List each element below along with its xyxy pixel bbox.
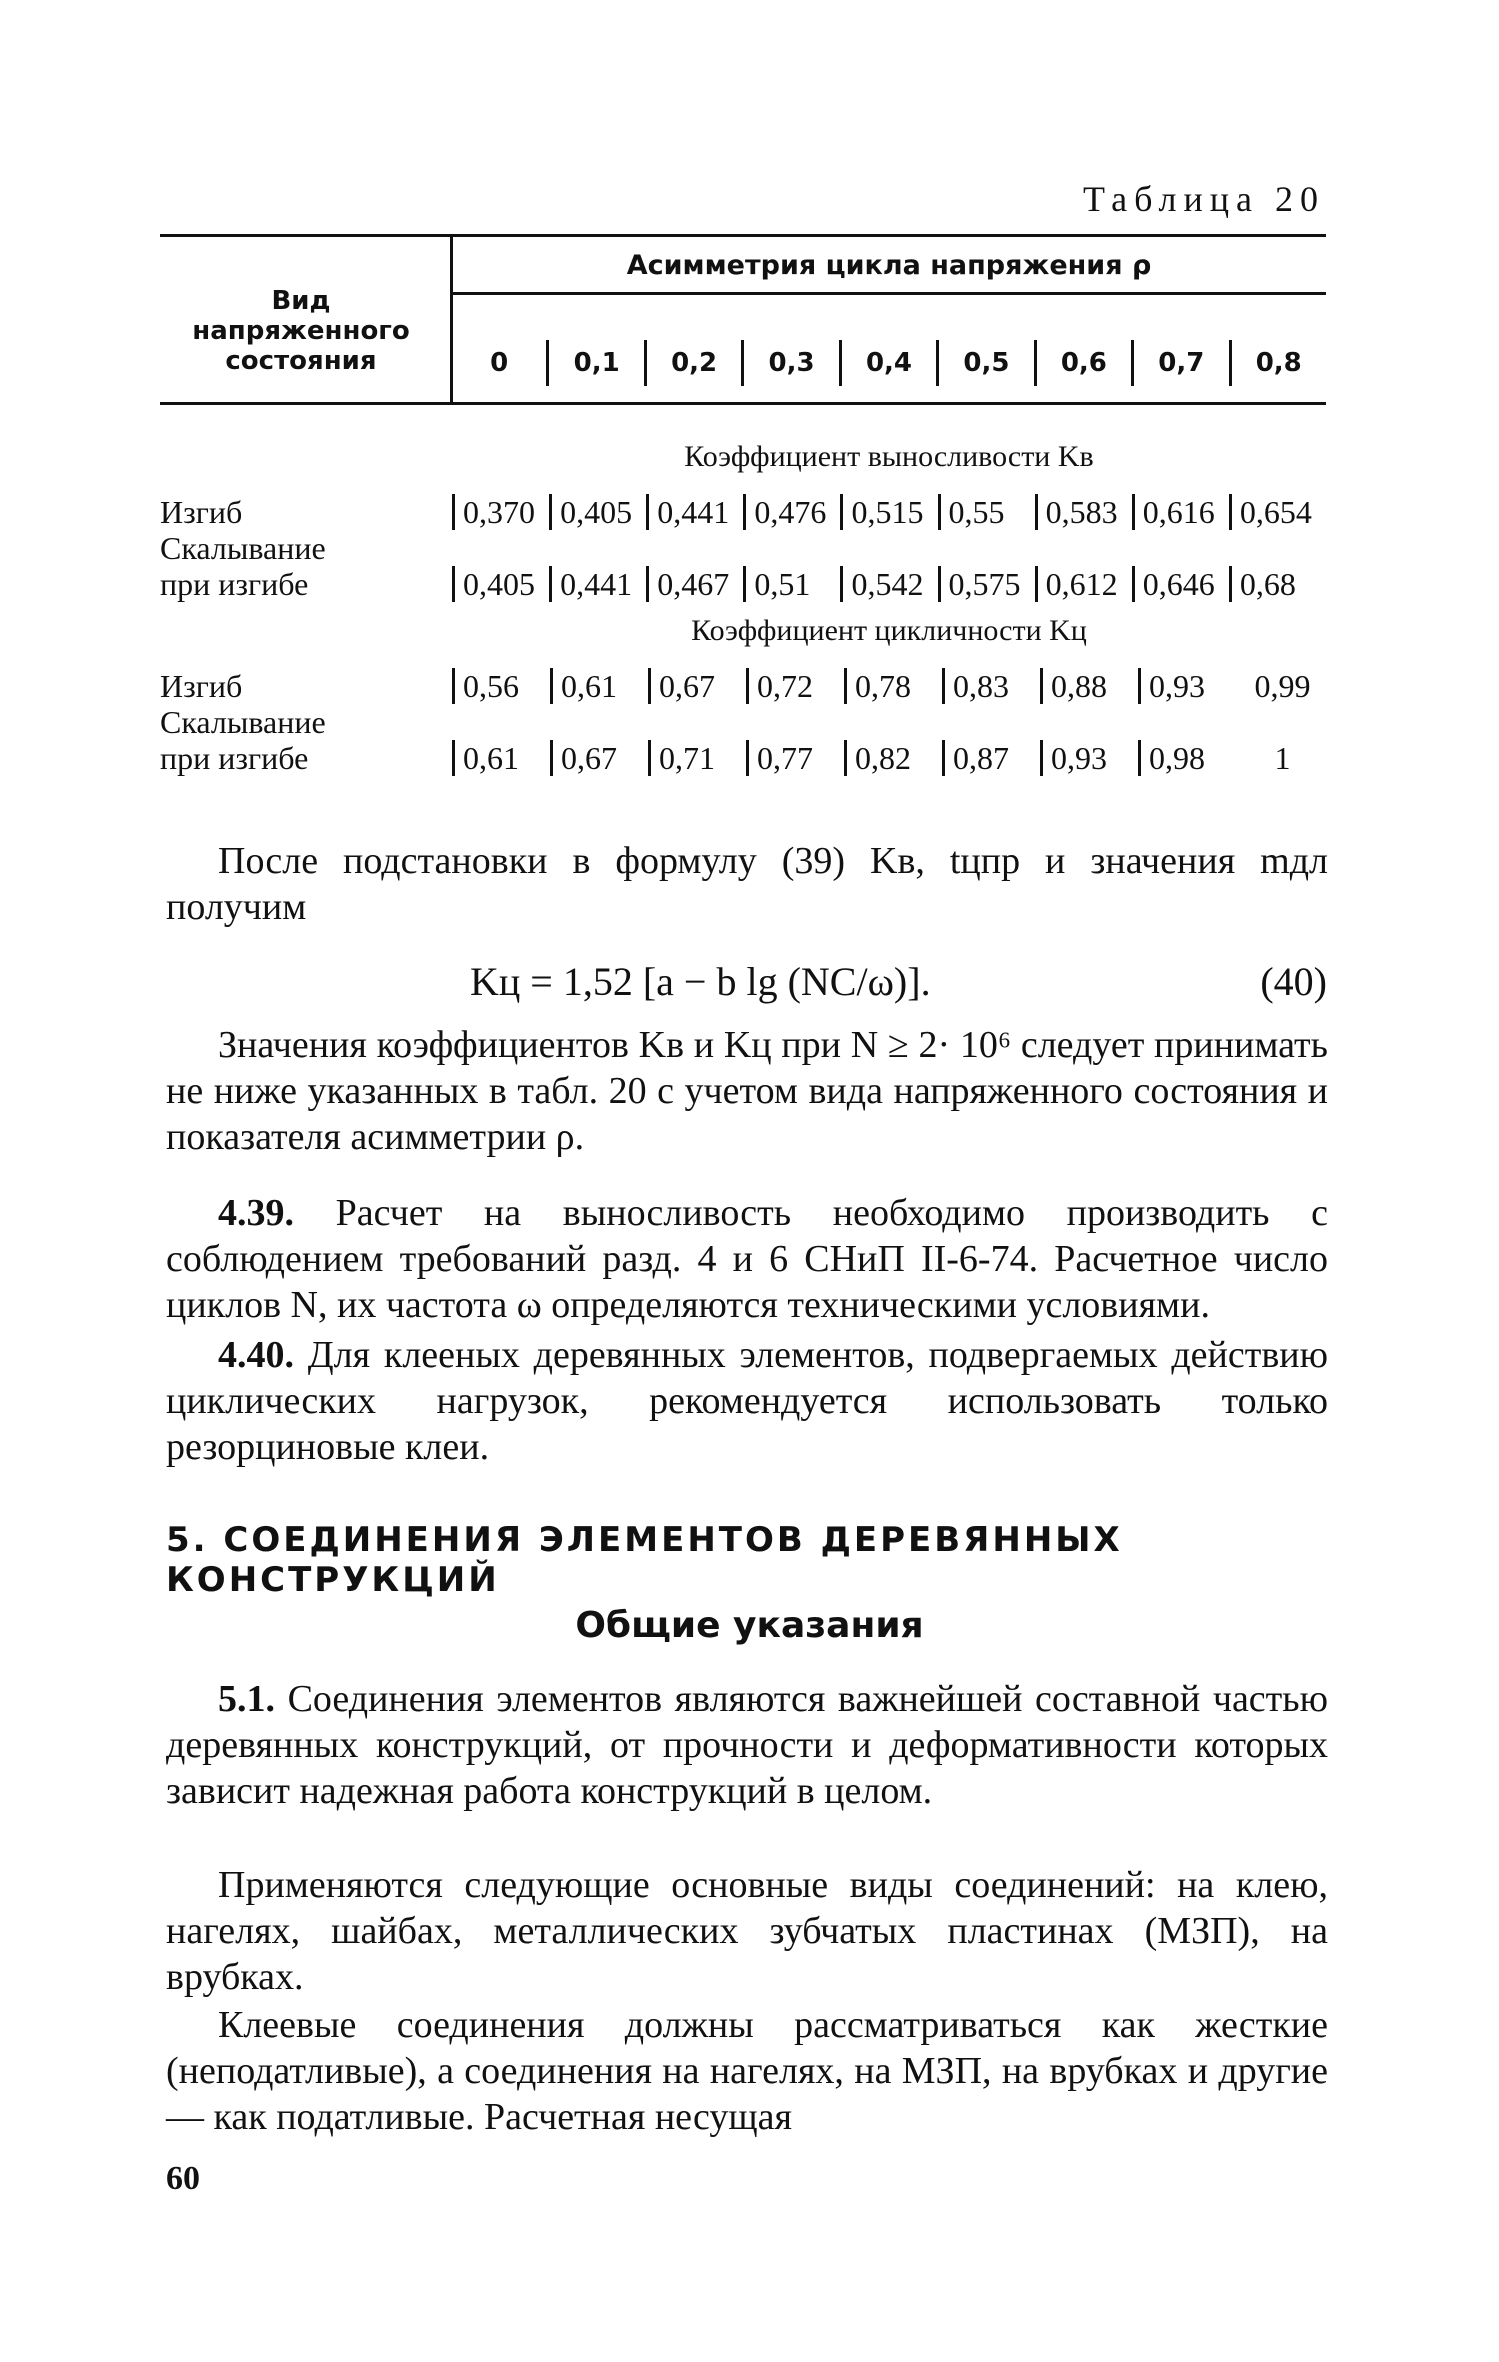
table-cell: 0,99 bbox=[1254, 668, 1311, 704]
formula-40: Kц = 1,52 [a − b lg (NC/ω)]. bbox=[470, 959, 931, 1004]
kv-section-title: Коэффициент выносливости Kв bbox=[684, 440, 1094, 473]
table-cell: 0,575 bbox=[938, 566, 1035, 602]
paragraph-4-40 bbox=[166, 1332, 1328, 1470]
rho-cell: 0,4 bbox=[839, 340, 936, 386]
clause-number: 4.40. bbox=[218, 1334, 294, 1376]
paragraph-coefficient-values: Значения коэффициентов Kв и Kц при N ≥ 2· 10⁶ следует принимать не ниже указанных в табл. 20 с учетом вида напряженного состояния и показателя асимметрии ρ. bbox=[166, 1024, 1328, 1158]
rho-cell: 0,6 bbox=[1034, 340, 1131, 386]
table-cell: 0,542 bbox=[840, 566, 937, 602]
table-cell: 0,370 bbox=[452, 494, 549, 530]
paragraph-glue-joints: Клеевые соединения должны рассматриваться как жесткие (неподатливые), а соединения на нагелях, на МЗП, на врубках и другие — как податливые. Расчетная несущая bbox=[166, 2004, 1328, 2138]
table-cell: 0,467 bbox=[646, 566, 743, 602]
table-cell: 0,68 bbox=[1229, 566, 1326, 602]
table-cell: 0,55 bbox=[938, 494, 1035, 530]
table-cell: 0,405 bbox=[549, 494, 646, 530]
row-label-shear-cont: при изгибе bbox=[160, 566, 309, 602]
table-cell: 0,67 bbox=[648, 668, 746, 704]
rho-cell: 0 bbox=[490, 348, 509, 378]
header-bottom-rule bbox=[160, 402, 1326, 405]
table-cell: 0,441 bbox=[549, 566, 646, 602]
paragraph-4-39 bbox=[166, 1190, 1328, 1328]
row-label-shear: Скалывание bbox=[160, 530, 326, 566]
rho-cell: 0,8 bbox=[1229, 340, 1326, 386]
table-cell: 0,583 bbox=[1035, 494, 1132, 530]
table-cell: 0,87 bbox=[942, 740, 1040, 776]
table-cell: 0,654 bbox=[1229, 494, 1326, 530]
rho-cell: 0,1 bbox=[546, 340, 643, 386]
table-cell: 0,61 bbox=[550, 668, 648, 704]
kv-bend-row bbox=[452, 494, 1326, 530]
table-cell: 0,93 bbox=[1040, 740, 1138, 776]
kc-bend-row bbox=[452, 668, 1326, 704]
subsection-heading: Общие указания bbox=[575, 1605, 924, 1646]
table-cell: 0,93 bbox=[1138, 668, 1236, 704]
table-cell: 0,67 bbox=[550, 740, 648, 776]
table-cell: 0,83 bbox=[942, 668, 1040, 704]
table-cell: 0,56 bbox=[452, 668, 550, 704]
rho-cell: 0,2 bbox=[644, 340, 741, 386]
table-cell: 0,61 bbox=[452, 740, 550, 776]
header-mid-rule bbox=[452, 292, 1326, 295]
row-label-shear: Скалывание bbox=[160, 704, 326, 740]
table-cell: 0,616 bbox=[1132, 494, 1229, 530]
table-cell: 1 bbox=[1274, 740, 1291, 776]
table-cell: 0,78 bbox=[844, 668, 942, 704]
table-cell: 0,515 bbox=[840, 494, 937, 530]
paragraph-5-1 bbox=[166, 1676, 1328, 1814]
rho-cell: 0,5 bbox=[936, 340, 1033, 386]
table-top-rule bbox=[160, 234, 1326, 237]
table-cell: 0,612 bbox=[1035, 566, 1132, 602]
page-number: 60 bbox=[166, 2160, 200, 2197]
table-cell: 0,476 bbox=[743, 494, 840, 530]
paragraph-after-substitution: После подстановки в формулу (39) Kв, tцпр и значения mдл получим bbox=[166, 840, 1328, 928]
table-cell: 0,646 bbox=[1132, 566, 1229, 602]
table-cell: 0,51 bbox=[743, 566, 840, 602]
column-header-stress-type: Вид напряженного состояния bbox=[192, 286, 410, 376]
rho-cell: 0,3 bbox=[741, 340, 838, 386]
table-cell: 0,71 bbox=[648, 740, 746, 776]
clause-text: Соединения элементов являются важнейшей составной частью деревянных конструкций, от прочности и деформативности которых зависит надежная работа конструкций в целом. bbox=[166, 1678, 1329, 1812]
table-caption: Таблица 20 bbox=[1083, 179, 1325, 219]
column-header-asymmetry: Асимметрия цикла напряжения ρ bbox=[626, 250, 1152, 281]
clause-number: 5.1. bbox=[218, 1678, 275, 1720]
kc-shear-row bbox=[452, 740, 1326, 776]
table-cell: 0,405 bbox=[452, 566, 549, 602]
section-heading: 5. СОЕДИНЕНИЯ ЭЛЕМЕНТОВ ДЕРЕВЯННЫХ КОНСТРУКЦИЙ bbox=[166, 1520, 1123, 1600]
row-label-shear-cont: при изгибе bbox=[160, 740, 309, 776]
row-label-bend: Изгиб bbox=[160, 668, 243, 704]
rho-header-row bbox=[452, 340, 1326, 386]
clause-text: Расчет на выносливость необходимо производить с соблюдением требований разд. 4 и 6 СНиП II-6-74. Расчетное число циклов N, их частота ω определяются техническими условиями. bbox=[166, 1192, 1328, 1326]
kv-shear-row bbox=[452, 566, 1326, 602]
paragraph-connection-types: Применяются следующие основные виды соединений: на клею, нагелях, шайбах, металлических зубчатых пластинах (МЗП), на врубках. bbox=[166, 1864, 1328, 1998]
clause-number: 4.39. bbox=[218, 1192, 294, 1234]
table-cell: 0,98 bbox=[1138, 740, 1236, 776]
table-cell: 0,82 bbox=[844, 740, 942, 776]
rho-cell: 0,7 bbox=[1131, 340, 1228, 386]
clause-text: Для клееных деревянных элементов, подвергаемых действию циклических нагрузок, рекомендуется использовать только резорциновые клеи. bbox=[166, 1334, 1329, 1468]
table-cell: 0,77 bbox=[746, 740, 844, 776]
row-label-bend: Изгиб bbox=[160, 494, 243, 530]
table-cell: 0,441 bbox=[646, 494, 743, 530]
table-cell: 0,72 bbox=[746, 668, 844, 704]
table-cell: 0,88 bbox=[1040, 668, 1138, 704]
kc-section-title: Коэффициент цикличности Kц bbox=[691, 614, 1087, 647]
formula-number: (40) bbox=[1260, 959, 1327, 1004]
